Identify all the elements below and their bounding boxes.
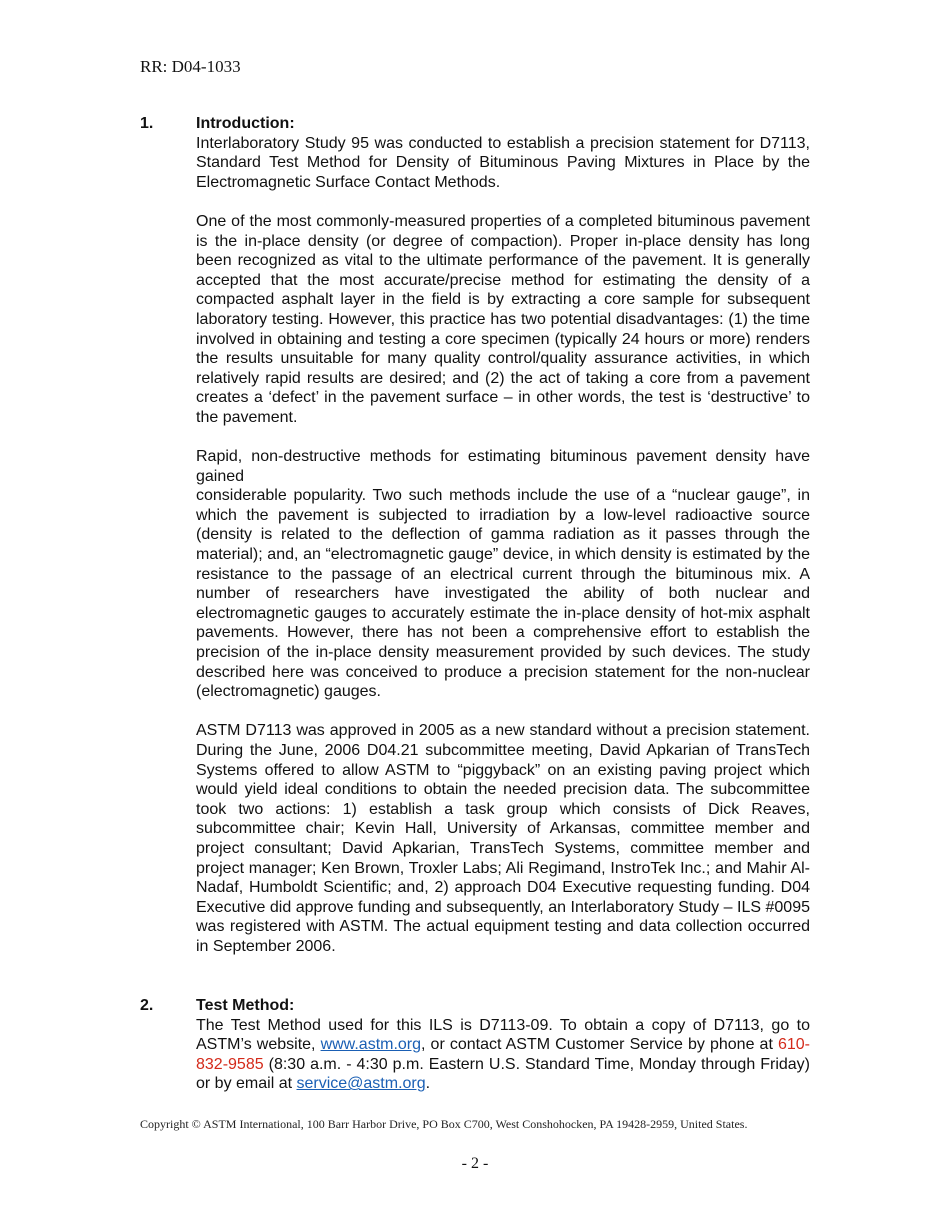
test-method-text: , or contact ASTM Customer Service by phone at [421,1036,778,1054]
section-body [196,114,810,957]
paragraph-rapid-methods-lead: Rapid, non-destructive methods for estimating bituminous pavement density have gained [196,448,810,485]
section-test-method [140,996,810,1094]
test-method-text: The Test Method used for this ILS is D7113-09. To obtain a copy of D7113, go to ASTM’s website, [196,1016,810,1054]
section-title: Introduction: [196,115,295,132]
page-number: - 2 - [461,1155,489,1172]
section-body [196,996,810,1094]
test-method-text: . [425,1075,431,1093]
test-method-text: (8:30 a.m. - 4:30 p.m. Eastern U.S. Standard Time, Monday through Friday) or by email at [196,1055,810,1093]
section-introduction [140,114,810,957]
copyright-footer: Copyright © ASTM International, 100 Barr Harbor Drive, PO Box C700, West Conshohocken, PA 19428-2959, United States. [140,1117,748,1131]
paragraph-ils-history: ASTM D7113 was approved in 2005 as a new standard without a precision statement. During the June, 2006 D04.21 subcommittee meeting, David Apkarian of TransTech Systems offered to allow ASTM to “piggyback” on an existing paving project which would yield ideal conditions to obtain the needed precision data. The subcommittee took two actions: 1) establish a task group which consists of Dick Reaves, subcommittee chair; Kevin Hall, University of Arkansas, committee member and project consultant; David Apkarian, TransTech Systems, committee member and project manager; Ken Brown, Troxler Labs; Ali Regimand, InstroTek Inc.; and Mahir Al-Nadaf, Humboldt Scientific; and, 2) approach D04 Executive requesting funding. D04 Executive did approve funding and subsequently, an Interlaboratory Study – ILS #0095 was registered with ASTM. The actual equipment testing and data collection occurred in September 2006. [196,722,810,955]
paragraph-rapid-methods [196,447,810,702]
section-number: 1. [140,115,154,132]
report-id-header: RR: D04-1033 [140,57,241,76]
section-number: 2. [140,997,154,1014]
paragraph-purpose: Interlaboratory Study 95 was conducted to establish a precision statement for D7113, Standard Test Method for Density of Bituminous Paving Mixtures in Place by the Electromagnetic Surface Contact Methods. [196,134,810,191]
customer-service-phone: 610-832-9585 [196,1036,811,1073]
paragraph-density-background: One of the most commonly-measured properties of a completed bituminous pavement is the in-place density (or degree of compaction). Proper in-place density has long been recognized as vital to the ultimate performance of the pavement. It is generally accepted that the most accurate/precise method for estimating the density of a compacted asphalt layer in the field is by extracting a core sample for subsequent laboratory testing. However, this practice has two potential disadvantages: (1) the time involved in obtaining and testing a core specimen (typically 24 hours or more) renders the results unsuitable for many quality control/quality assurance activities, in which relatively rapid results are desired; and (2) the act of taking a core from a pavement creates a ‘defect’ in the pavement surface – in other words, the test is ‘destructive’ to the pavement. [196,212,810,426]
service-email-link[interactable]: service@astm.org [296,1075,426,1093]
paragraph-rapid-methods-body: considerable popularity. Two such methods include the use of a “nuclear gauge”, in which the pavement is subjected to irradiation by a low-level radioactive source (density is related to the deflection of gamma radiation as it passes through the material); and, an “electromagnetic gauge” device, in which density is estimated by the resistance to the passage of an electrical current through the bituminous mix. A number of researchers have investigated the ability of both nuclear and electromagnetic gauges to accurately estimate the in-place density of hot-mix asphalt pavements. However, there has not been a comprehensive effort to establish the precision of the in-place density measurement provided by such devices. The study described here was conceived to produce a precision statement for the non-nuclear (electromagnetic) gauges. [196,487,810,701]
section-title: Test Method: [196,997,295,1014]
astm-website-link[interactable]: www.astm.org [320,1036,422,1054]
paragraph-test-method [196,1016,810,1094]
